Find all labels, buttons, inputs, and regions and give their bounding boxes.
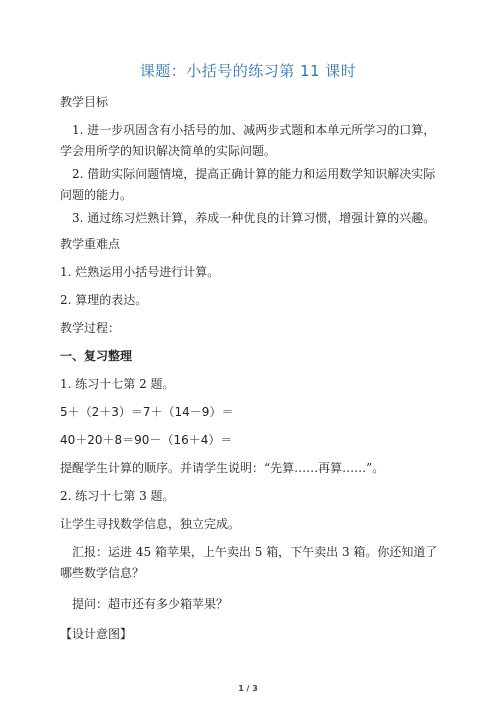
equation-line-2: 40＋20＋8＝90－（16＋4）＝ (60, 433, 233, 447)
exercise-item-2: 2. 练习十七第 3 题。 (60, 489, 175, 503)
design-intent-heading: 【设计意图】 (60, 627, 133, 641)
question-text: 提问：超市还有多少箱苹果？ (72, 597, 229, 611)
key-point-1: 1. 烂熟运用小括号进行计算。 (60, 265, 220, 279)
instruction-text: 让学生寻找数学信息，独立完成。 (60, 517, 241, 531)
goal-2: 2. 借助实际问题情境，提高正确计算的能力和运用数学知识解决实际问题的能力。 (60, 167, 436, 202)
document-title: 课题：小括号的练习第 11 课时 (139, 62, 357, 80)
reminder-text: 提醒学生计算的顺序。并请学生说明：“先算……再算……”。 (60, 461, 385, 475)
heading-process: 教学过程： (60, 321, 121, 335)
report-text: 汇报：运进 45 箱苹果，上午卖出 5 箱，下午卖出 3 箱。你还知道了哪些数学信息？ (60, 545, 438, 580)
key-point-2: 2. 算理的表达。 (60, 293, 148, 307)
heading-teaching-goals: 教学目标 (60, 95, 109, 109)
heading-key-points: 教学重难点 (60, 237, 121, 251)
exercise-item-1: 1. 练习十七第 2 题。 (60, 377, 175, 391)
section-heading-review: 一、复习整理 (60, 349, 133, 363)
goal-3: 3. 通过练习烂熟计算，养成一种优良的计算习惯，增强计算的兴趣。 (72, 211, 436, 225)
goal-1: 1. 进一步巩固含有小括号的加、减两步式题和本单元所学习的口算，学会用所学的知识解决简单的实际问题。 (60, 123, 436, 158)
equation-line-1: 5＋（2＋3）＝7＋（14－9）＝ (60, 405, 234, 419)
page-number: 1 / 3 (238, 684, 258, 693)
